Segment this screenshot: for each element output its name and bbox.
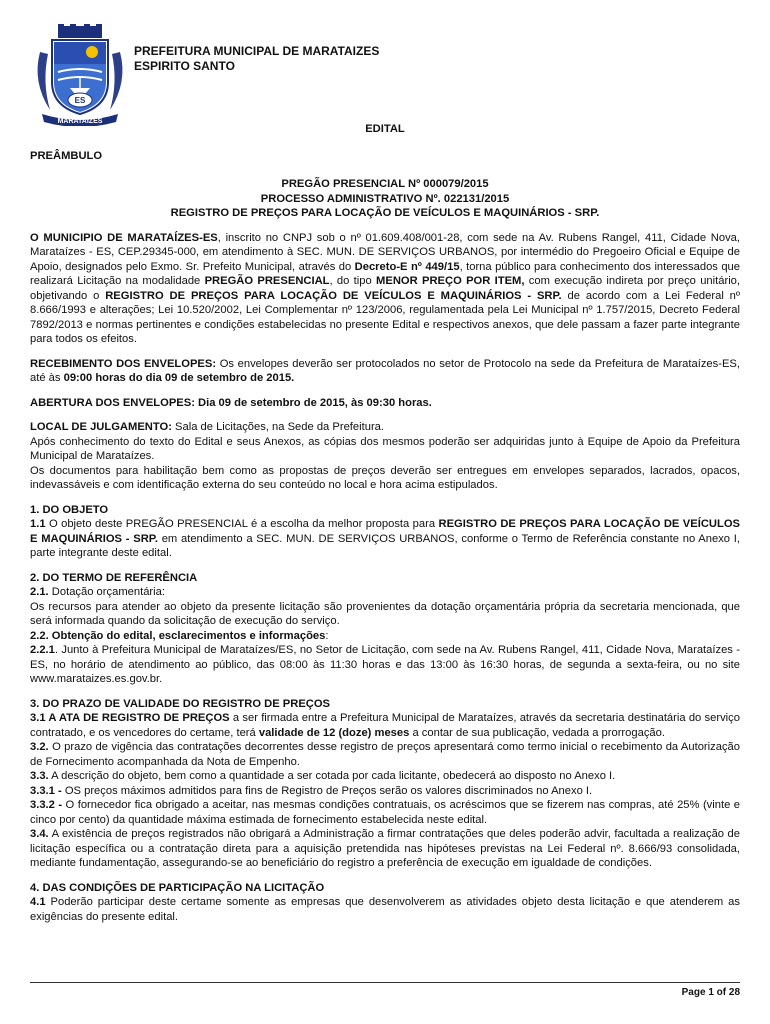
preamble-paragraph: O MUNICIPIO DE MARATAÍZES-ES, inscrito no CNPJ sob o nº 01.609.408/001-28, com sede na Av. Rubens Rangel, 411, Cidade Nova, Marataízes - ES, CEP.29345-000, em atendimento à SEC. MUN. DE SERVIÇOS URBANOS, por intermédio do Pregoeiro Oficial e Equipe de Apoio, designados pelo Exmo. Sr. Prefeito Municipal, através do Decreto-E nº 449/15, torna público para conhecimento dos interessados que realizará Licitação na modalidade PREGÃO PRESENCIAL, do tipo MENOR PREÇO POR ITEM, com execução indireta por preço unitário, objetivando o REGISTRO DE PREÇOS PARA LOCAÇÃO DE VEÍCULOS E MAQUINÁRIOS - SRP. de acordo com a Lei Federal nº 8.666/1993 e alterações; Lei 10.520/2002, Lei Complementar nº 123/2006, regulamentada pela Lei Municipal nº 1.757/2015, Decreto Federal 7892/2013 e normas pertinentes e condições estabelecidas no presente Edital e respectivos anexos, que dele passam a fazer parte integrante para todos os efeitos. xyxy=(30,231,741,345)
section-3-1: 3.1 A ATA DE REGISTRO DE PREÇOS a ser firmada entre a Prefeitura Municipal de Marataízes, através da secretaria destinatária do serviço contratado, e os vencedores do certame, terá validade de 12 (doze) meses a contar de sua publicação, vedada a prorrogação. xyxy=(30,712,740,739)
section-3-2: 3.2. O prazo de vigência das contratações decorrentes desse registro de preços apresentará como termo inicial o recebimento da Autorização de Fornecimento acompanhada da Nota de Empenho. xyxy=(30,741,740,768)
section-3-3-2: 3.3.2 - O fornecedor fica obrigado a aceitar, nas mesmas condições contratuais, os acréscimos que se fizerem nas compras, até 25% (vinte e cinco por cento) da quantidade máxima estimada de fornecimento estabelecida neste edital. xyxy=(30,799,740,826)
section-4-title: 4. DAS CONDIÇÕES DE PARTICIPAÇÃO NA LICITAÇÃO xyxy=(30,881,325,894)
crest-ribbon-text: MARATAÍZES xyxy=(57,118,103,125)
letterhead xyxy=(30,22,730,132)
section-2-1: 2.1. Dotação orçamentária: xyxy=(30,586,165,598)
org-line-2: ESPIRITO SANTO xyxy=(134,59,235,73)
abertura-paragraph: ABERTURA DOS ENVELOPES: Dia 09 de setembro de 2015, às 09:30 horas. xyxy=(30,396,432,409)
local-paragraph: LOCAL DE JULGAMENTO: Sala de Licitações, na Sede da Prefeitura. xyxy=(30,421,384,433)
municipal-crest-icon xyxy=(30,22,130,126)
document-title: EDITAL xyxy=(365,123,405,135)
registro-subject: REGISTRO DE PREÇOS PARA LOCAÇÃO DE VEÍCULOS E MAQUINÁRIOS - SRP. xyxy=(170,207,600,219)
document-body xyxy=(30,120,740,924)
organization-name xyxy=(134,44,379,74)
section-3-4: 3.4. A existência de preços registrados não obrigará a Administração a firmar contratações que deles poderão advir, facultada a realização de licitação específica ou a contratação direta para a aquisição pretendida nas hipóteses previstas na Lei Federal nº. 8.666/93 consolidada, mediante fundamentação, assegurando-se ao beneficiário do registro a preferência de execução em igualdade de condições. xyxy=(30,828,740,869)
section-3-3-1: 3.3.1 - OS preços máximos admitidos para fins de Registro de Preços serão os valores discriminados no Anexo I. xyxy=(30,784,593,797)
documentos-paragraph: Os documentos para habilitação bem como as propostas de preços deverão ser entregues em envelopes separados, lacrados, opacos, indevassáveis e com identificação externa do seu conteúdo no local e hora acima estipulados. xyxy=(30,464,740,491)
section-3-3: 3.3. A descrição do objeto, bem como a quantidade a ser cotada por cada licitante, obedecerá ao disposto no Anexo I. xyxy=(30,770,616,782)
crest-badge-text: ES xyxy=(74,96,86,105)
org-line-1: PREFEITURA MUNICIPAL DE MARATAIZES xyxy=(134,44,380,58)
pregao-number: PREGÃO PRESENCIAL Nº 000079/2015 xyxy=(281,178,489,190)
section-4-1: 4.1 Poderão participar deste certame somente as empresas que desenvolverem as atividades objeto desta licitação e que atenderem as exigências do presente edital. xyxy=(30,896,740,923)
page-number: Page 1 of 28 xyxy=(681,987,740,998)
section-2-title: 2. DO TERMO DE REFERÊNCIA xyxy=(30,571,198,584)
section-1-title: 1. DO OBJETO xyxy=(30,503,109,516)
section-3-title: 3. DO PRAZO DE VALIDADE DO REGISTRO DE PREÇOS xyxy=(30,697,331,710)
recebimento-paragraph: RECEBIMENTO DOS ENVELOPES: Os envelopes deverão ser protocolados no setor de Protocolo na sede da Prefeitura de Marataízes-ES, até às 09:00 horas do dia 09 de setembro de 2015. xyxy=(30,357,740,384)
preamble-title: PREÂMBULO xyxy=(30,149,103,162)
apos-paragraph: Após conhecimento do texto do Edital e seus Anexos, as cópias dos mesmos poderão ser adquiridas junto à Equipe de Apoio da Prefeitura Municipal de Marataízes. xyxy=(30,435,740,462)
section-1-1: 1.1 O objeto deste PREGÃO PRESENCIAL é a escolha da melhor proposta para REGISTRO DE PREÇOS PARA LOCAÇÃO DE VEÍCULOS E MAQUINÁRIOS - SRP. em atendimento a SEC. MUN. DE SERVIÇOS URBANOS, conforme o Termo de Referência constante no Anexo I, parte integrante deste edital. xyxy=(30,518,740,559)
footer-divider xyxy=(30,982,740,983)
processo-number: PROCESSO ADMINISTRATIVO Nº. 022131/2015 xyxy=(260,192,510,205)
section-2-1-text: Os recursos para atender ao objeto da presente licitação são provenientes da dotação orçamentária própria da secretaria mencionada, que será informada quando da solicitação de execução do serviço. xyxy=(30,600,740,627)
section-2-2: 2.2. Obtenção do edital, esclarecimentos e informações: xyxy=(30,629,329,642)
section-2-2-1: 2.2.1. Junto à Prefeitura Municipal de Marataízes/ES, no Setor de Licitação, com sede na Av. Rubens Rangel, 411, Cidade Nova, Marataízes - ES, no horário de atendimento ao público, das 08:00 às 11:30 horas e das 13:00 às 16:30 horas, de segunda a sexta-feira, ou no site www.marataizes.es.gov.br. xyxy=(30,644,740,685)
